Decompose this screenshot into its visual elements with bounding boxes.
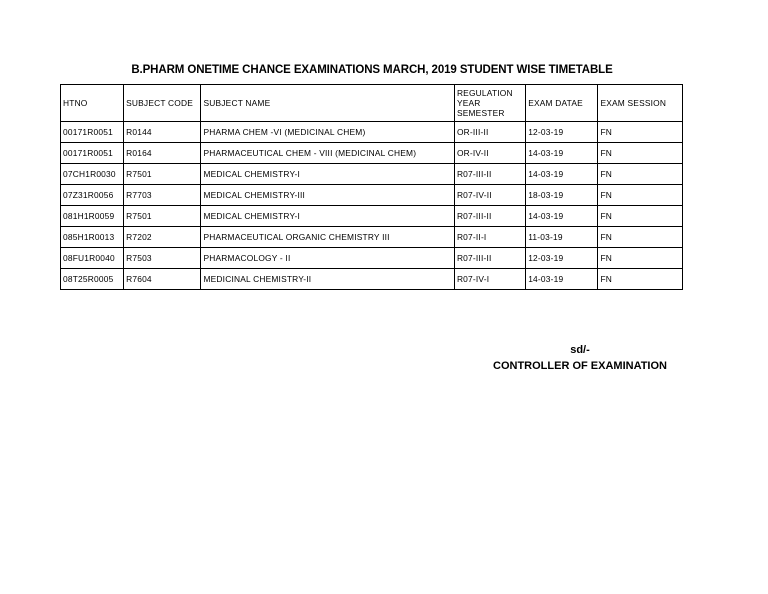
table-row — [61, 206, 683, 227]
timetable-table — [60, 84, 683, 290]
cell-subject-code: R0164 — [124, 143, 201, 164]
cell-exam-session: FN — [598, 269, 683, 290]
cell-subject-code: R7604 — [124, 269, 201, 290]
cell-regulation: R07-IV-II — [454, 185, 525, 206]
cell-subject-code: R7202 — [124, 227, 201, 248]
cell-htno: 07CH1R0030 — [61, 164, 124, 185]
header-row — [61, 85, 683, 122]
cell-exam-date: 14-03-19 — [526, 164, 598, 185]
cell-regulation: R07-II-I — [454, 227, 525, 248]
cell-regulation: OR-III-II — [454, 122, 525, 143]
cell-subject-code: R7501 — [124, 164, 201, 185]
cell-htno: 07Z31R0056 — [61, 185, 124, 206]
cell-regulation: R07-III-II — [454, 248, 525, 269]
cell-subject-name: PHARMA CHEM -VI (MEDICINAL CHEM) — [201, 122, 454, 143]
header-exam-date: EXAM DATAE — [526, 85, 598, 122]
cell-exam-session: FN — [598, 164, 683, 185]
cell-subject-code: R7501 — [124, 206, 201, 227]
cell-exam-session: FN — [598, 122, 683, 143]
table-row — [61, 269, 683, 290]
table-body — [61, 122, 683, 290]
cell-subject-code: R0144 — [124, 122, 201, 143]
signature-designation: CONTROLLER OF EXAMINATION — [493, 360, 667, 372]
cell-subject-name: MEDICAL CHEMISTRY-I — [201, 206, 454, 227]
table-row — [61, 122, 683, 143]
cell-exam-session: FN — [598, 143, 683, 164]
cell-exam-date: 14-03-19 — [526, 143, 598, 164]
cell-exam-date: 11-03-19 — [526, 227, 598, 248]
table-row — [61, 143, 683, 164]
cell-exam-session: FN — [598, 206, 683, 227]
cell-subject-name: MEDICINAL CHEMISTRY-II — [201, 269, 454, 290]
cell-subject-code: R7503 — [124, 248, 201, 269]
header-subject-code: SUBJECT CODE — [124, 85, 201, 122]
table-row — [61, 248, 683, 269]
cell-htno: 08T25R0005 — [61, 269, 124, 290]
signature-block — [480, 342, 680, 374]
cell-exam-session: FN — [598, 185, 683, 206]
cell-subject-name: MEDICAL CHEMISTRY-III — [201, 185, 454, 206]
table-header — [61, 85, 683, 122]
cell-regulation: R07-IV-I — [454, 269, 525, 290]
cell-htno: 00171R0051 — [61, 122, 124, 143]
header-exam-session: EXAM SESSION — [598, 85, 683, 122]
table-row — [61, 227, 683, 248]
cell-exam-date: 12-03-19 — [526, 122, 598, 143]
cell-regulation: OR-IV-II — [454, 143, 525, 164]
cell-regulation: R07-III-II — [454, 206, 525, 227]
cell-exam-session: FN — [598, 227, 683, 248]
cell-htno: 085H1R0013 — [61, 227, 124, 248]
cell-exam-session: FN — [598, 248, 683, 269]
cell-exam-date: 12-03-19 — [526, 248, 598, 269]
table-row — [61, 185, 683, 206]
cell-regulation: R07-III-II — [454, 164, 525, 185]
cell-subject-code: R7703 — [124, 185, 201, 206]
cell-htno: 08FU1R0040 — [61, 248, 124, 269]
cell-subject-name: PHARMACEUTICAL CHEM - VIII (MEDICINAL CHEM) — [201, 143, 454, 164]
cell-subject-name: MEDICAL CHEMISTRY-I — [201, 164, 454, 185]
cell-subject-name: PHARMACOLOGY - II — [201, 248, 454, 269]
cell-subject-name: PHARMACEUTICAL ORGANIC CHEMISTRY III — [201, 227, 454, 248]
cell-exam-date: 18-03-19 — [526, 185, 598, 206]
cell-exam-date: 14-03-19 — [526, 206, 598, 227]
table-row — [61, 164, 683, 185]
header-htno: HTNO — [61, 85, 124, 122]
header-subject-name: SUBJECT NAME — [201, 85, 454, 122]
page-title: B.PHARM ONETIME CHANCE EXAMINATIONS MARCH, 2019 STUDENT WISE TIMETABLE — [131, 64, 613, 76]
cell-htno: 00171R0051 — [61, 143, 124, 164]
cell-exam-date: 14-03-19 — [526, 269, 598, 290]
header-regulation: REGULATION YEAR SEMESTER — [454, 85, 525, 122]
signature-sd: sd/- — [570, 344, 590, 356]
cell-htno: 081H1R0059 — [61, 206, 124, 227]
